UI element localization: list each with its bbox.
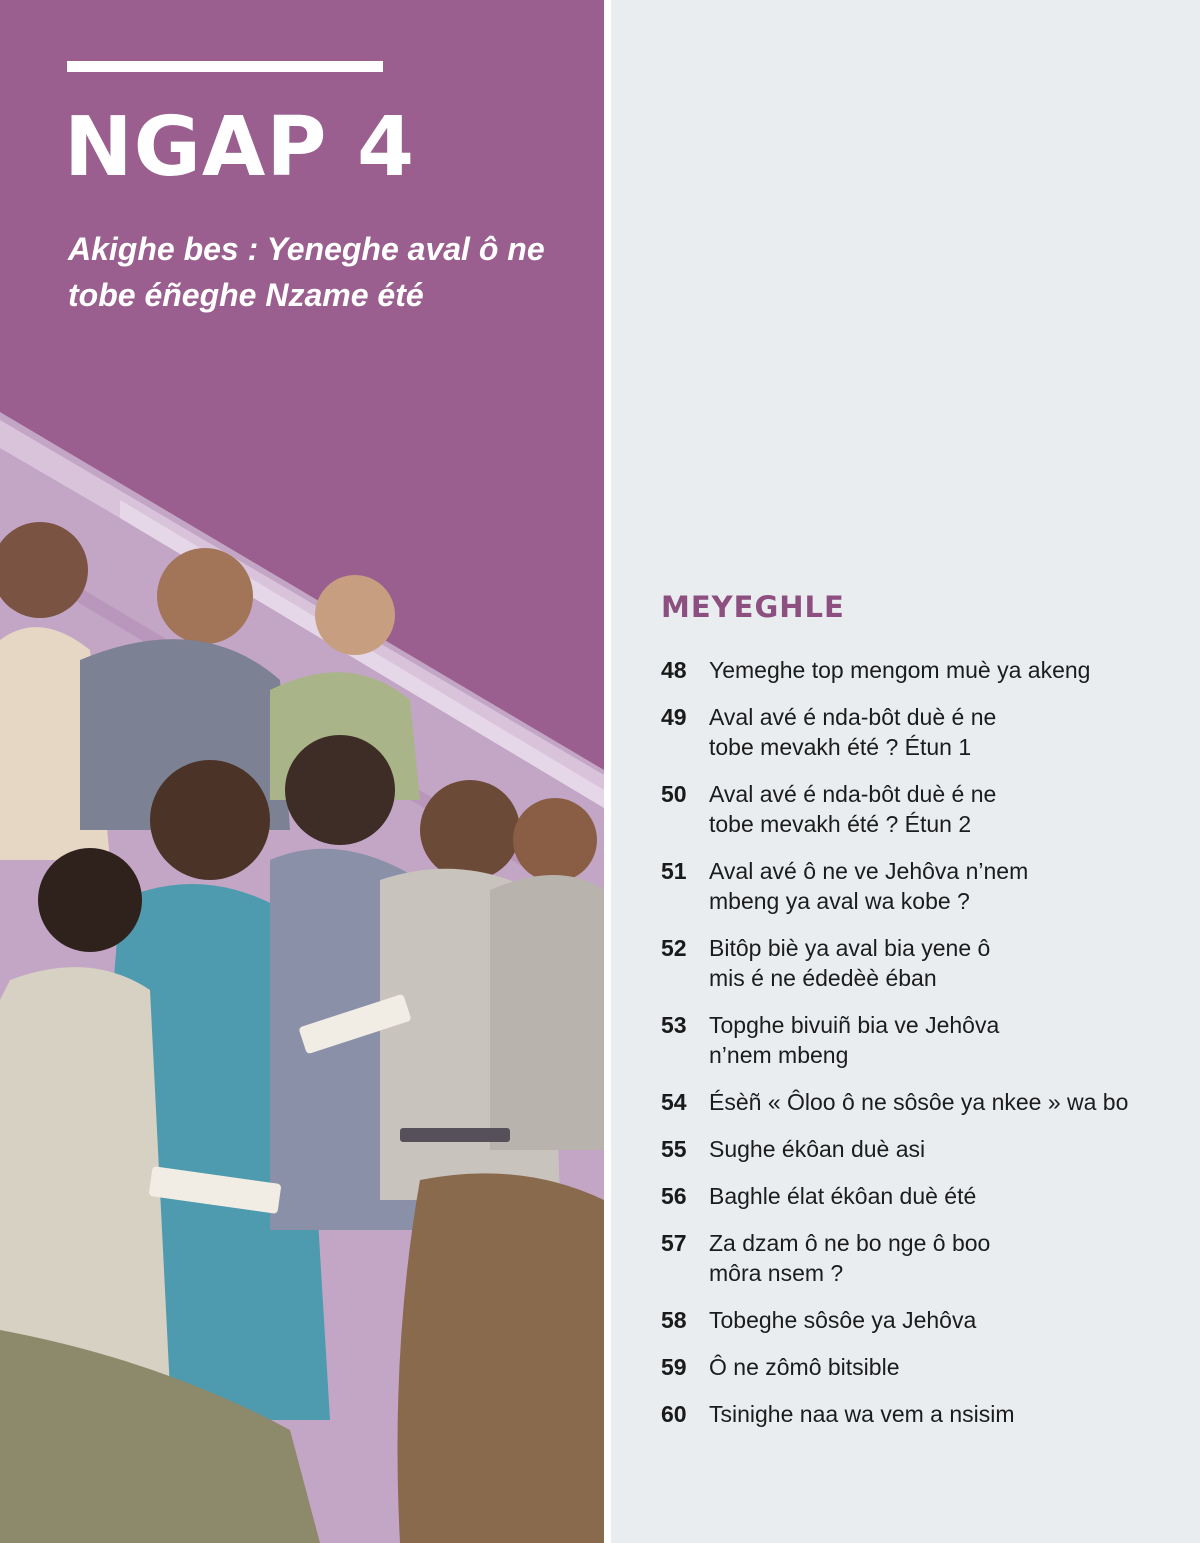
lesson-item[interactable] <box>661 779 1161 839</box>
lesson-number: 57 <box>661 1230 687 1256</box>
lesson-number: 59 <box>661 1354 687 1380</box>
lesson-number: 56 <box>661 1183 687 1209</box>
lesson-number: 60 <box>661 1401 687 1427</box>
lesson-item[interactable] <box>661 1087 1161 1117</box>
congregation-illustration <box>0 400 604 1543</box>
panel-divider <box>604 0 611 1543</box>
contents-heading: MEYEGHLE <box>661 590 845 624</box>
lesson-title: Aval avé é nda-bôt duè é ne tobe mevakh été ? Étun 1 <box>709 704 997 760</box>
lesson-number: 49 <box>661 704 687 730</box>
lesson-title: Bitôp biè ya aval bia yene ô mis é ne édedèè éban <box>709 935 991 991</box>
lesson-number: 50 <box>661 781 687 807</box>
lesson-title: Yemeghe top mengom muè ya akeng <box>709 657 1091 683</box>
title-rule <box>67 61 383 72</box>
lesson-item[interactable] <box>661 1228 1161 1288</box>
lesson-title: Za dzam ô ne bo nge ô boo môra nsem ? <box>709 1230 991 1286</box>
lesson-item[interactable] <box>661 1305 1161 1335</box>
lesson-title: Sughe ékôan duè asi <box>709 1136 926 1162</box>
lesson-item[interactable] <box>661 702 1161 762</box>
lesson-item[interactable] <box>661 655 1161 685</box>
lesson-number: 48 <box>661 657 687 683</box>
chapter-subtitle: Akighe bes : Yeneghe aval ô ne tobe éñeghe Nzame été <box>68 231 545 313</box>
chapter-title: NGAP 4 <box>64 100 416 195</box>
lesson-item[interactable] <box>661 933 1161 993</box>
lesson-item[interactable] <box>661 1181 1161 1211</box>
lesson-item[interactable] <box>661 1352 1161 1382</box>
lesson-number: 51 <box>661 858 687 884</box>
lesson-title: Ésèñ « Ôloo ô ne sôsôe ya nkee » wa bo <box>709 1089 1129 1115</box>
lesson-number: 58 <box>661 1307 687 1333</box>
lesson-title: Tobeghe sôsôe ya Jehôva <box>709 1307 977 1333</box>
lesson-item[interactable] <box>661 856 1161 916</box>
lesson-number: 54 <box>661 1089 687 1115</box>
lesson-title: Tsinighe naa wa vem a nsisim <box>709 1401 1015 1427</box>
lesson-title: Topghe bivuiñ bia ve Jehôva n’nem mbeng <box>709 1012 1000 1068</box>
lesson-item[interactable] <box>661 1010 1161 1070</box>
lesson-number: 52 <box>661 935 687 961</box>
lesson-number: 55 <box>661 1136 687 1162</box>
lesson-title: Ô ne zômô bitsible <box>709 1354 900 1380</box>
lesson-item[interactable] <box>661 1399 1161 1429</box>
lesson-title: Aval avé é nda-bôt duè é ne tobe mevakh été ? Étun 2 <box>709 781 997 837</box>
lesson-title: Baghle élat ékôan duè été <box>709 1183 977 1209</box>
lesson-list <box>661 655 1161 1446</box>
lesson-title: Aval avé ô ne ve Jehôva n’nem mbeng ya aval wa kobe ? <box>709 858 1029 914</box>
lesson-item[interactable] <box>661 1134 1161 1164</box>
lesson-number: 53 <box>661 1012 687 1038</box>
